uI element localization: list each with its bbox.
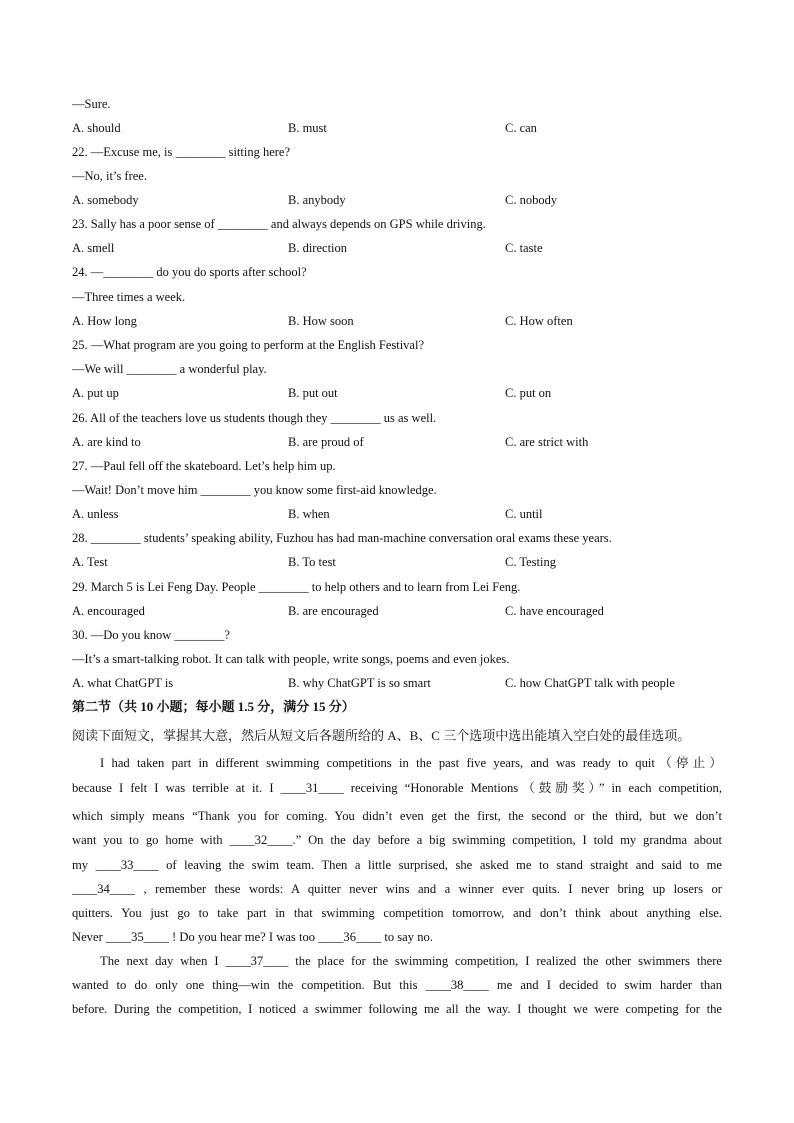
passage-line: wanted to do only one thing—win the competition. But this ____38____ me and I decided to swim harder than [72,978,722,992]
q30-option-a: A. what ChatGPT is [72,676,174,690]
q30-option-c: C. how ChatGPT talk with people [505,676,675,690]
passage-line: my ____33____ of leaving the swim team. Then a little surprised, she asked me to stand straight and said to me [72,858,722,872]
passage-line: ____34____ , remember these words: A quitter never wins and a winner ever quits. I never bring up losers or [72,882,722,896]
passage-line: I had taken part in different swimming competitions in the past five years, and was ready to quit（停止） [100,756,722,770]
q29-option-c: C. have encouraged [505,604,604,618]
q23-stem: 23. Sally has a poor sense of ________ and always depends on GPS while driving. [72,217,486,231]
q23-option-c: C. taste [505,241,543,255]
q22-option-c: C. nobody [505,193,558,207]
q24-answer-line: —Three times a week. [72,290,186,304]
q30-option-b: B. why ChatGPT is so smart [288,676,431,690]
q27-option-a: A. unless [72,507,119,521]
q27-answer-line: —Wait! Don’t move him ________ you know some first-aid knowledge. [72,483,437,497]
q29-option-a: A. encouraged [72,604,145,618]
q21-option-a: A. should [72,121,121,135]
passage-line: Never ____35____ ! Do you hear me? I was too ____36____ to say no. [72,930,433,944]
passage-line: which simply means “Thank you for coming. You didn’t even get the first, the second or the third, but we don’t [72,809,722,823]
q25-option-c: C. put on [505,386,552,400]
q21-option-c: C. can [505,121,537,135]
passage-line: quitters. You just go to take part in that swimming competition tomorrow, and don’t think about anything else. [72,906,722,920]
q24-stem: 24. —________ do you do sports after school? [72,265,307,279]
q24-option-b: B. How soon [288,314,354,328]
q25-option-b: B. put out [288,386,338,400]
q25-option-a: A. put up [72,386,119,400]
q28-stem: 28. ________ students’ speaking ability, Fuzhou has had man-machine conversation oral exams these years. [72,531,612,545]
q25-stem: 25. —What program are you going to perform at the English Festival? [72,338,424,352]
q21-answer-line: —Sure. [72,97,111,111]
q23-option-b: B. direction [288,241,348,255]
section-2-title: 第二节（共 10 小题；每小题 1.5 分，满分 15 分） [72,699,355,714]
q30-answer-line: —It’s a smart-talking robot. It can talk with people, write songs, poems and even jokes. [72,652,510,666]
passage-line: before. During the competition, I noticed a swimmer following me all the way. I thought we were competing for the [72,1002,722,1016]
q22-option-b: B. anybody [288,193,346,207]
q22-option-a: A. somebody [72,193,139,207]
passage-line: because I felt I was terrible at it. I ____31____ receiving “Honorable Mentions（鼓励奖）” in each competition, [72,781,722,795]
q29-stem: 29. March 5 is Lei Feng Day. People ________ to help others and to learn from Lei Feng. [72,580,521,594]
passage-line: The next day when I ____37____ the place for the swimming competition, I realized the other swimmers there [100,954,722,968]
q27-option-b: B. when [288,507,330,521]
q29-option-b: B. are encouraged [288,604,379,618]
q26-option-b: B. are proud of [288,435,364,449]
q30-stem: 30. —Do you know ________? [72,628,230,642]
q27-stem: 27. —Paul fell off the skateboard. Let’s help him up. [72,459,336,473]
q23-option-a: A. smell [72,241,115,255]
q25-answer-line: —We will ________ a wonderful play. [72,362,267,376]
q21-option-b: B. must [288,121,327,135]
q26-option-a: A. are kind to [72,435,141,449]
q26-option-c: C. are strict with [505,435,589,449]
q22-answer-line: —No, it’s free. [72,169,147,183]
section-2-instruction: 阅读下面短文，掌握其大意，然后从短文后各题所给的 A、B、C 三个选项中选出能填入空白处的最佳选项。 [72,728,691,743]
q24-option-c: C. How often [505,314,573,328]
q27-option-c: C. until [505,507,543,521]
passage-line: want you to go home with ____32____.” On the day before a big swimming competition, I told my grandma about [72,833,722,847]
q28-option-c: C. Testing [505,555,556,569]
q22-stem: 22. —Excuse me, is ________ sitting here? [72,145,291,159]
q28-option-b: B. To test [288,555,336,569]
q28-option-a: A. Test [72,555,108,569]
q26-stem: 26. All of the teachers love us students though they ________ us as well. [72,411,437,425]
q24-option-a: A. How long [72,314,137,328]
